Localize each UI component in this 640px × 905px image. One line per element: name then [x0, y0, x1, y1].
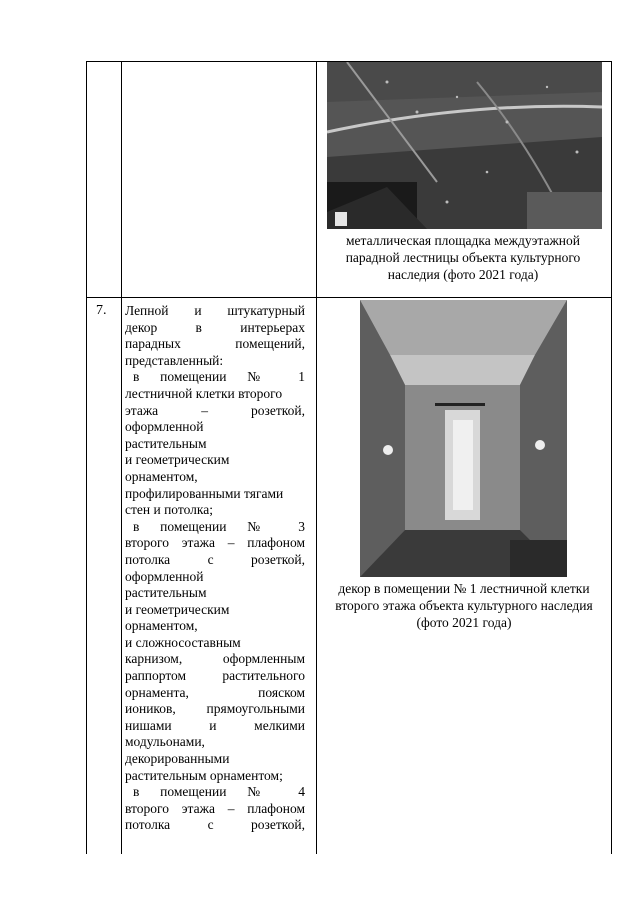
description-line: орнаментом,: [125, 468, 198, 484]
table-divider-num: [121, 61, 122, 854]
description-line: профилированными тягами: [125, 485, 284, 501]
description-line: потолка с розеткой,: [125, 817, 305, 833]
description-line: нишами и мелкими: [125, 717, 305, 733]
description-line: оформленной: [125, 419, 204, 435]
caption-metal-landing: [318, 232, 608, 283]
description-line: карнизом, оформленным: [125, 651, 305, 667]
photo-metal-landing-image: [327, 62, 602, 229]
description-line: растительным: [125, 435, 207, 451]
description-line: раппортом растительного: [125, 668, 305, 684]
caption-line: декор в помещении № 1 лестничной клетки: [338, 581, 590, 596]
caption-line: металлическая площадка междуэтажной: [346, 233, 580, 248]
description-line: и сложносоставным: [125, 634, 241, 650]
description-line: оформленной: [125, 568, 204, 584]
caption-line: наследия (фото 2021 года): [387, 267, 539, 282]
photo-metal-landing: [327, 62, 602, 229]
description-line: растительным орнаментом;: [125, 767, 283, 783]
photo-stairwell-decor-image: [360, 300, 567, 577]
description-line: иоников, прямоугольными: [125, 701, 305, 717]
description-line: орнаментом,: [125, 618, 198, 634]
description-line: орнамента, пояском: [125, 684, 305, 700]
description-line: потолка с розеткой,: [125, 551, 305, 567]
table-border-left: [86, 61, 87, 854]
description-line: декор в интерьерах: [125, 319, 305, 335]
description-line: декорированными: [125, 751, 230, 767]
description-line: модульонами,: [125, 734, 205, 750]
table-border-right: [611, 61, 612, 854]
table-divider-desc: [316, 61, 317, 854]
description-line: представленный:: [125, 352, 224, 368]
description-line: второго этажа – плафоном: [125, 535, 305, 551]
row-number: 7.: [96, 303, 107, 318]
description-line: растительным: [125, 585, 207, 601]
caption-line: парадной лестницы объекта культурного: [345, 250, 581, 265]
description-line: в помещении № 3: [133, 518, 305, 534]
description-line: и геометрическим: [125, 601, 230, 617]
caption-line: второго этажа объекта культурного наследия: [335, 598, 593, 613]
description-line: и геометрическим: [125, 452, 230, 468]
description-line: Лепной и штукатурный: [125, 303, 305, 318]
description-line: в помещении № 1: [133, 369, 305, 385]
table-row-divider: [86, 297, 612, 298]
description-line: в помещении № 4: [133, 784, 305, 800]
row-description: [125, 303, 305, 834]
photo-stairwell-decor: [360, 300, 567, 577]
description-line: второго этажа – плафоном: [125, 800, 305, 816]
description-line: парадных помещений,: [125, 336, 305, 352]
description-line: стен и потолка;: [125, 502, 214, 518]
description-line: лестничной клетки второго: [125, 385, 283, 401]
caption-line: (фото 2021 года): [416, 615, 512, 630]
caption-stairwell-decor: [316, 580, 612, 631]
description-line: этажа – розеткой,: [125, 402, 305, 418]
